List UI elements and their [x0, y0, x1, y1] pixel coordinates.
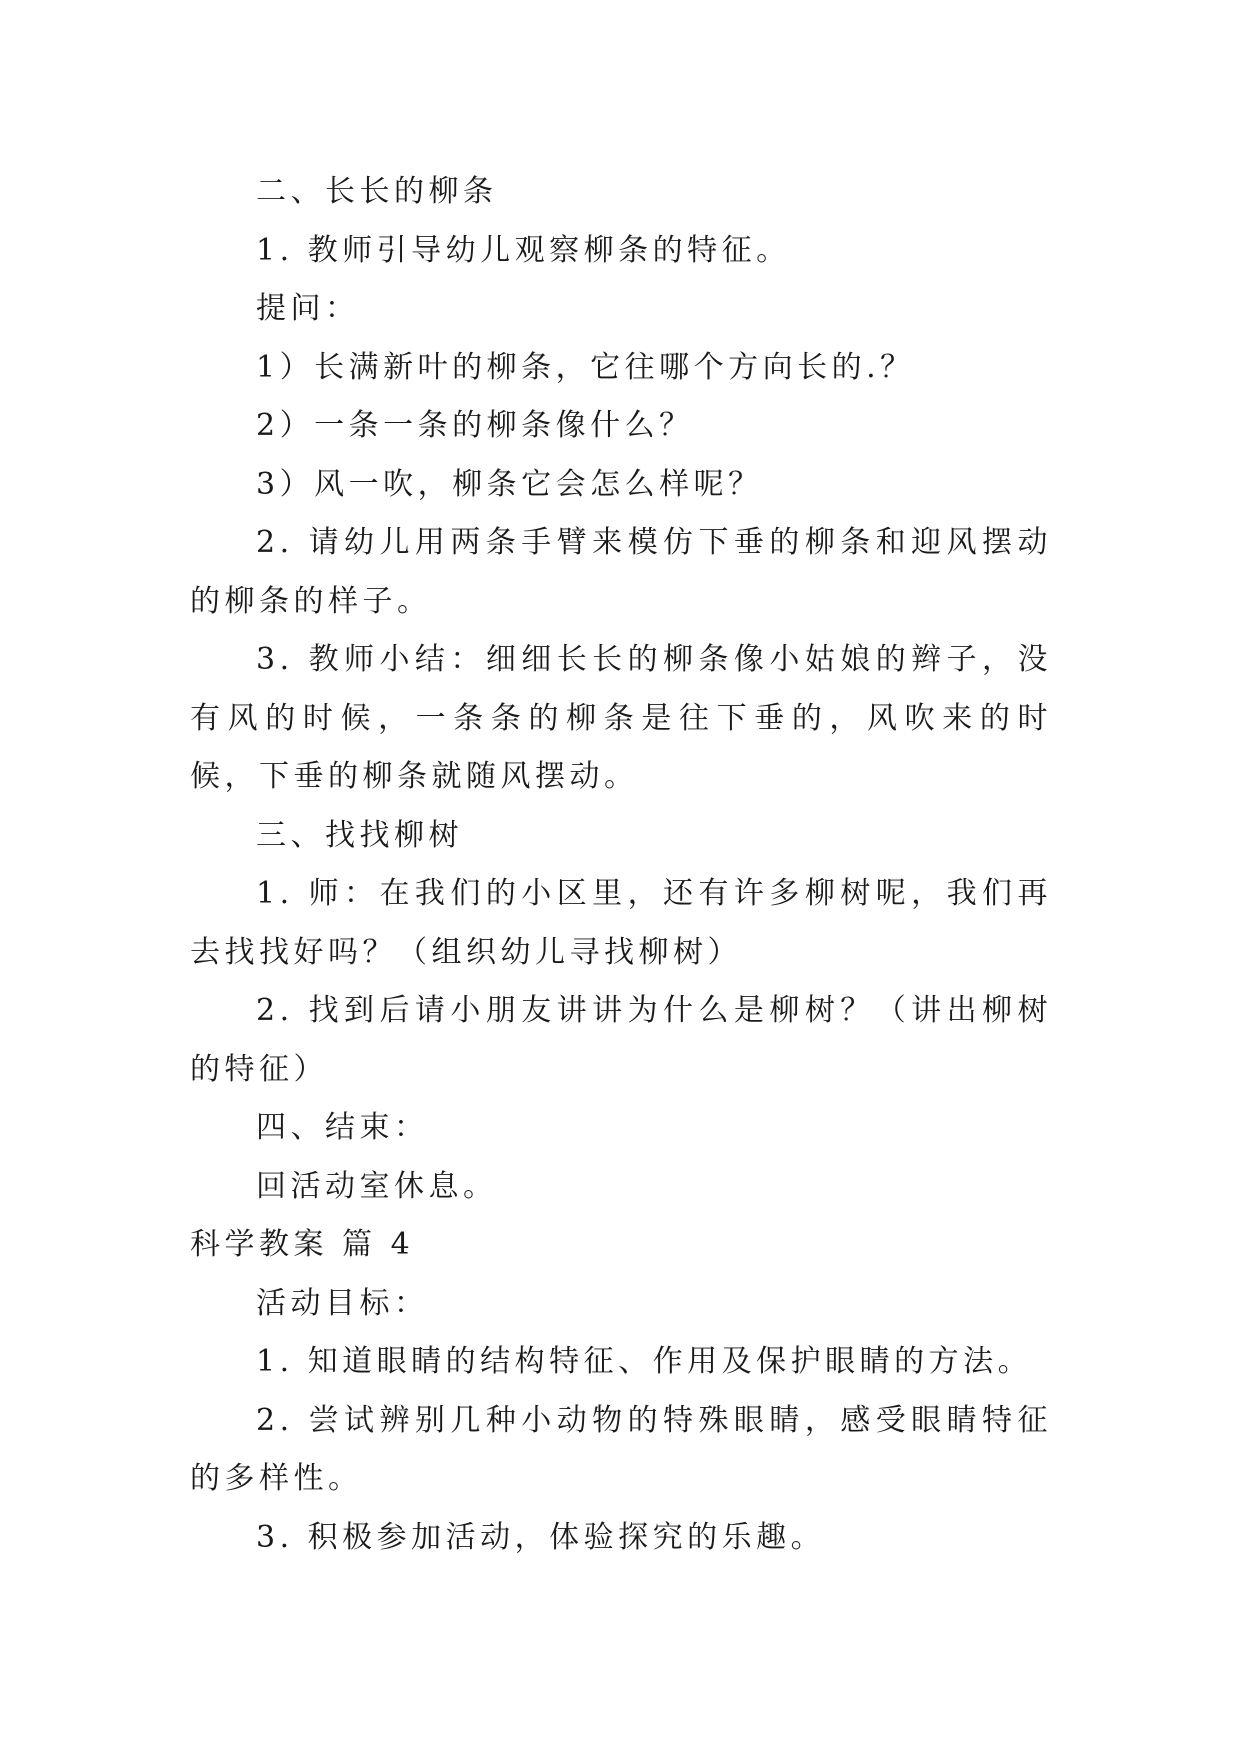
paragraph: 1. 师：在我们的小区里，还有许多柳树呢，我们再去找找好吗？（组织幼儿寻找柳树） [190, 876, 1052, 970]
question-item: 2）一条一条的柳条像什么？ [256, 408, 694, 443]
paragraph: 3. 教师小结：细细长长的柳条像小姑娘的辫子，没有风的时候，一条条的柳条是往下垂的，风吹来的时候，下垂的柳条就随风摆动。 [190, 642, 1052, 794]
paragraph: 回活动室休息。 [256, 1168, 498, 1204]
goal-item: 2. 尝试辨别几种小动物的特殊眼睛，感受眼睛特征的多样性。 [190, 1402, 1052, 1496]
paragraph: 2. 请幼儿用两条手臂来模仿下垂的柳条和迎风摆动的柳条的样子。 [190, 525, 1052, 619]
question-item: 1）长满新叶的柳条，它往哪个方向长的.？ [256, 349, 915, 385]
question-item: 3）风一吹，柳条它会怎么样呢？ [256, 466, 763, 502]
goal-item: 1. 知道眼睛的结构特征、作用及保护眼睛的方法。 [256, 1344, 1033, 1379]
paragraph: 提问： [256, 291, 360, 326]
paragraph: 2. 找到后请小朋友讲讲为什么是柳树？（讲出柳树的特征） [190, 993, 1052, 1087]
paragraph: 1. 教师引导幼儿观察柳条的特征。 [256, 232, 791, 268]
section-heading-3: 三、找找柳树 [256, 817, 463, 853]
document-body [190, 163, 1052, 1567]
subheading: 活动目标： [256, 1285, 429, 1321]
section-heading-4: 四、结束： [256, 1110, 429, 1145]
section-heading-2: 二、长长的柳条 [256, 174, 498, 209]
lesson-title: 科学教案 篇 4 [190, 1227, 415, 1262]
goal-item: 3. 积极参加活动，体验探究的乐趣。 [256, 1519, 826, 1555]
